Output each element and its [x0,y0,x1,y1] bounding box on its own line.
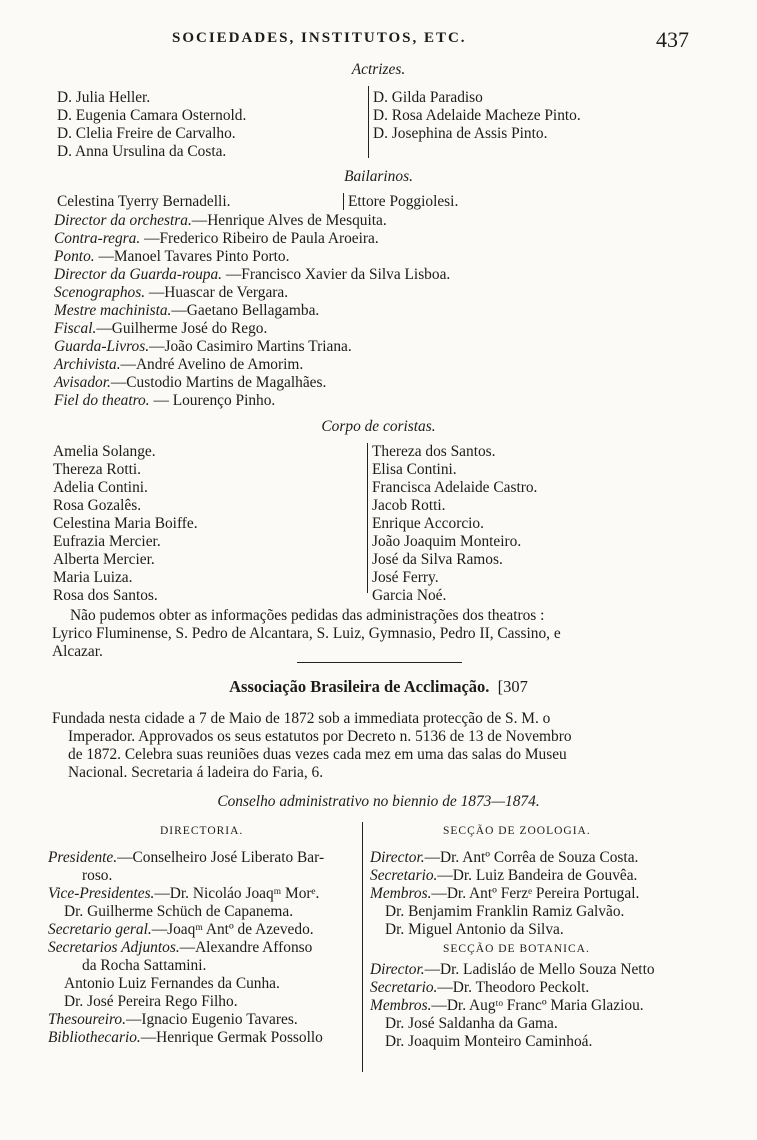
column-divider [362,822,363,1072]
section-rule [297,662,462,663]
directoria-text: —Dr. Nicoláo Joaqᵐ Morᵉ. [154,885,320,902]
directoria-text: Antonio Luiz Fernandes da Cunha. [64,975,280,992]
staff-line [54,248,289,266]
association-paragraph-line: Fundada nesta cidade a 7 de Maio de 1872 sob a immediata protecção de S. M. o [52,710,551,727]
staff-name: —Francisco Xavier da Silva Lisboa. [222,266,451,283]
directoria-role: Secretario geral. [48,921,152,938]
corista-right: José Ferry. [372,569,439,586]
zoologia-line [370,867,637,885]
corista-left: Eufrazia Mercier. [53,533,161,550]
staff-role: Scenographos. [54,284,146,301]
botanica-line [385,1015,558,1033]
association-paragraph-line: de 1872. Celebra suas reuniões duas vezes cada mez em uma das salas do Museu [68,746,567,763]
directoria-line [48,921,314,939]
staff-line [54,374,326,392]
actriz-left: D. Julia Heller. [57,89,151,106]
corista-right: João Joaquim Monteiro. [372,533,522,550]
column-divider [343,193,344,210]
directoria-text: da Rocha Sattamini. [82,957,207,974]
zoologia-heading: SECÇÃO DE ZOOLOGIA. [443,825,591,837]
staff-name: —Gaetano Bellagamba. [171,302,320,319]
corista-right: Jacob Rotti. [372,497,446,514]
staff-line [54,356,303,374]
directoria-line [64,993,238,1011]
staff-name: — Lourenço Pinho. [149,392,276,409]
directoria-role: Thesoureiro. [48,1011,126,1028]
staff-line [54,284,288,302]
staff-line [54,302,319,320]
staff-line [54,392,275,410]
staff-role: Fiscal. [54,320,97,337]
directoria-line [48,1011,298,1029]
staff-name: —Guilherme José do Rego. [96,320,268,337]
staff-name: —João Casimiro Martins Triana. [149,338,352,355]
corista-right: Elisa Contini. [372,461,457,478]
bailarinos-heading: Bailarinos. [344,168,413,185]
actriz-left: D. Anna Ursulina da Costa. [57,143,227,160]
bailarino-left: Celestina Tyerry Bernadelli. [57,193,231,210]
staff-role: Ponto. [54,248,95,265]
note-line: Não pudemos obter as informações pedidas das administrações dos theatros : [70,607,545,624]
association-title-line [0,677,757,697]
zoologia-role: Membros. [370,885,432,902]
association-number: [307 [497,677,528,696]
directoria-text: roso. [82,867,113,884]
association-paragraph-line: Nacional. Secretaria á ladeira do Faria, 6. [68,764,324,781]
corista-left: Rosa Gozalês. [53,497,142,514]
corista-left: Amelia Solange. [53,443,156,460]
actriz-right: D. Rosa Adelaide Macheze Pinto. [373,107,581,124]
directoria-role: Bibliothecario. [48,1029,141,1046]
staff-role: Mestre machinista. [54,302,172,319]
corista-left: Rosa dos Santos. [53,587,158,604]
association-paragraph-line: Imperador. Approvados os seus estatutos por Decreto n. 5136 de 13 de Novembro [68,728,572,745]
zoologia-text: Dr. Benjamim Franklin Ramiz Galvão. [385,903,625,920]
directoria-text: —Alexandre Affonso [179,939,313,956]
botanica-heading: SECÇÃO DE BOTANICA. [443,943,590,955]
botanica-role: Director. [370,961,425,978]
directoria-text: —Conselheiro José Liberato Bar- [117,849,325,866]
directoria-line [48,849,324,867]
directoria-line [64,903,293,921]
corista-left: Thereza Rotti. [53,461,142,478]
directoria-line [48,885,319,903]
column-divider [367,443,368,593]
directoria-heading: DIRECTORIA. [160,825,244,837]
directoria-line [48,939,312,957]
directoria-text: —Ignacio Eugenio Tavares. [125,1011,298,1028]
staff-name: —Huascar de Vergara. [145,284,289,301]
directoria-line [64,975,280,993]
botanica-text: —Dr. Ladisláo de Mello Souza Netto [424,961,655,978]
corista-left: Maria Luiza. [53,569,133,586]
running-header-title: SOCIEDADES, INSTITUTOS, ETC. [172,30,467,46]
staff-line [54,320,267,338]
zoologia-line [385,903,624,921]
botanica-line [370,979,589,997]
botanica-line [385,1033,592,1051]
directoria-text: —Henrique Germak Possollo [140,1029,323,1046]
zoologia-text: —Dr. Luiz Bandeira de Gouvêa. [437,867,638,884]
staff-role: Director da Guarda-roupa. [54,266,223,283]
staff-name: —Henrique Alves de Mesquita. [191,212,387,229]
directoria-role: Secretarios Adjuntos. [48,939,180,956]
zoologia-role: Director. [370,849,425,866]
corista-right: José da Silva Ramos. [372,551,503,568]
zoologia-text: —Dr. Antº Ferzᵉ Pereira Portugal. [431,885,640,902]
staff-line [54,266,450,284]
botanica-role: Secretario. [370,979,438,996]
staff-name: —André Avelino de Amorim. [120,356,304,373]
botanica-text: Dr. José Saldanha da Gama. [385,1015,558,1032]
corista-left: Adelia Contini. [53,479,148,496]
staff-role: Contra-regra. [54,230,141,247]
actriz-left: D. Eugenia Camara Osternold. [57,107,247,124]
note-line: Alcazar. [52,643,103,660]
botanica-role: Membros. [370,997,432,1014]
corista-right: Enrique Accorcio. [372,515,484,532]
note-line: Lyrico Fluminense, S. Pedro de Alcantara, S. Luiz, Gymnasio, Pedro II, Cassino, e [52,625,561,642]
actriz-right: D. Josephina de Assis Pinto. [373,125,548,142]
staff-line [54,212,387,230]
staff-name: —Manoel Tavares Pinto Porto. [94,248,290,265]
staff-name: —Frederico Ribeiro de Paula Aroeira. [140,230,379,247]
directoria-text: Dr. José Pereira Rego Filho. [64,993,238,1010]
staff-line [54,230,379,248]
botanica-line [370,997,644,1015]
staff-role: Avisador. [54,374,111,391]
staff-role: Archivista. [54,356,121,373]
corista-right: Thereza dos Santos. [372,443,496,460]
conselho-heading: Conselho administrativo no biennio de 1873—1874. [217,793,540,810]
zoologia-line [370,849,638,867]
actriz-left: D. Clelia Freire de Carvalho. [57,125,236,142]
association-title: Associação Brasileira de Acclimação. [229,677,490,696]
botanica-text: —Dr. Augᵗᵒ Francº Maria Glaziou. [431,997,644,1014]
actriz-right: D. Gilda Paradiso [373,89,483,106]
column-divider [368,86,369,158]
bailarino-right: Ettore Poggiolesi. [348,193,459,210]
staff-line [54,338,352,356]
staff-name: —Custodio Martins de Magalhães. [110,374,327,391]
directoria-text: Dr. Guilherme Schüch de Capanema. [64,903,294,920]
directoria-role: Presidente. [48,849,118,866]
corista-left: Celestina Maria Boiffe. [53,515,198,532]
staff-role: Guarda-Livros. [54,338,150,355]
directoria-line [82,957,206,975]
actrizes-heading: Actrizes. [351,61,406,78]
corista-left: Alberta Mercier. [53,551,155,568]
directoria-role: Vice-Presidentes. [48,885,155,902]
staff-role: Director da orchestra. [54,212,192,229]
botanica-text: —Dr. Theodoro Peckolt. [437,979,590,996]
botanica-text: Dr. Joaquim Monteiro Caminhoá. [385,1033,593,1050]
corista-right: Garcia Noé. [372,587,447,604]
zoologia-role: Secretario. [370,867,438,884]
coristas-heading: Corpo de coristas. [321,418,436,435]
zoologia-text: —Dr. Antº Corrêa de Souza Costa. [424,849,639,866]
zoologia-line [385,921,564,939]
page-number: 437 [656,27,689,52]
directoria-line [48,1029,323,1047]
directoria-text: —Joaqᵐ Antº de Azevedo. [151,921,314,938]
staff-role: Fiel do theatro. [54,392,150,409]
corista-right: Francisca Adelaide Castro. [372,479,538,496]
zoologia-text: Dr. Miguel Antonio da Silva. [385,921,564,938]
directoria-line [82,867,112,885]
zoologia-line [370,885,639,903]
botanica-line [370,961,655,979]
